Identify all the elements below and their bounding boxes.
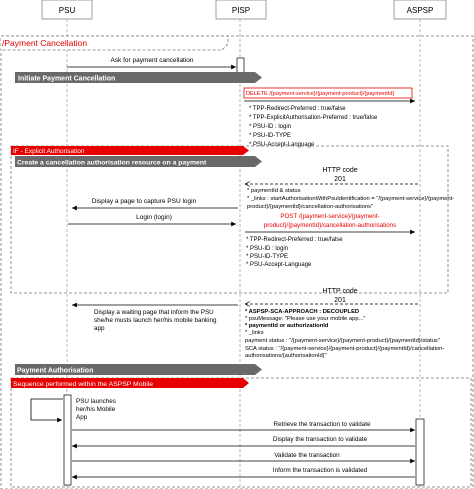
if-label-box (11, 146, 249, 155)
participant-aspsp-label: ASPSP (406, 6, 434, 15)
resp2-line: payment status : "/{payment-service}/{payment-product}/{paymentId}/status" (245, 338, 440, 344)
sequence-label: Sequence performed within the ASPSP Mobile (13, 381, 154, 388)
delete-header: * PSU-ID : login (249, 124, 292, 130)
section-payment-auth (15, 364, 262, 375)
participant-pisp-label: PISP (231, 6, 251, 15)
msg-http201-first (245, 167, 454, 210)
sequence-label-box (11, 378, 249, 388)
msg-display-tx (72, 436, 415, 446)
pisp-activation (237, 58, 244, 74)
msg-validate-label: Validate the transaction (274, 452, 340, 459)
post-header: * TPP-Redirect-Preferred : true/false (246, 237, 343, 243)
psu-activation (64, 395, 71, 485)
psu-launches-line: App (76, 414, 88, 421)
http-code-value: 201 (334, 176, 346, 183)
resp2-line: * psuMessage: "Please use your mobile app..." (245, 316, 366, 322)
aspsp-activation (416, 419, 424, 485)
if-frame (11, 146, 448, 293)
msg-login (68, 214, 236, 224)
msg-delete (244, 88, 415, 148)
resp1-line: * _links : startAuthorisationWithPsuIdentification = "/{payment-service}/{payment- (247, 196, 455, 202)
post-url-line-1: POST /{payment-service}/{payment- (280, 213, 380, 220)
participant-aspsp (394, 0, 446, 19)
waiting-page-line: she/he musts launch her/his mobile banking (94, 317, 217, 324)
post-header: * PSU-ID : login (246, 246, 289, 252)
msg-psu-launches (31, 395, 116, 485)
msg-display-capture (72, 198, 238, 208)
msg-ask-cancel (67, 57, 236, 67)
msg-inform-label: Inform the transaction is validated (272, 467, 368, 474)
msg-waiting-page (72, 305, 238, 332)
msg-login-label: Login (login) (136, 214, 172, 221)
http-code-label: HTTP code (322, 288, 358, 295)
msg-post (245, 213, 415, 268)
resp2-line: authorisations/{authorisationId}" (245, 353, 327, 359)
delete-header: * TPP-Redirect-Preferred : true/false (249, 106, 346, 112)
http-code-value: 201 (334, 297, 346, 304)
delete-header: * TPP-ExplicitAuthorisation-Preferred : true/false (249, 115, 378, 121)
post-header: * PSU-Accept-Language (246, 262, 312, 268)
msg-ask-cancel-label: Ask for payment cancellation (110, 57, 194, 64)
lifelines (67, 19, 420, 489)
waiting-page-line: Display a waiting page that inform the PSU (94, 309, 214, 316)
msg-display-capture-label: Display a page to capture PSU login (91, 198, 197, 205)
waiting-page-line: app (94, 325, 105, 332)
http-code-label: HTTP code (322, 167, 358, 174)
msg-retrieve (72, 421, 415, 430)
msg-validate (72, 452, 415, 461)
delete-header: * PSU-Accept-Language (249, 142, 315, 148)
resp2-line: * _links (245, 330, 264, 336)
resp1-line: product}/{paymentId}/cancellation-authorisations" (247, 204, 374, 210)
section-payment-auth-label: Payment Authorisation (17, 367, 94, 375)
participant-psu-label: PSU (58, 6, 76, 15)
resp2-line: * paymentId or authorizationId (245, 323, 329, 329)
delete-header: * PSU-ID-TYPE (249, 133, 292, 139)
msg-display-tx-label: Display the transaction to validate (272, 436, 368, 443)
resp2-line: SCA status : "/{payment-service}/{payment-product}/{paymentId}/cancellation- (245, 346, 445, 352)
post-header: * PSU-ID-TYPE (246, 254, 289, 260)
resp1-line: * paymentId & status (247, 188, 301, 194)
msg-inform (72, 467, 415, 477)
if-label: IF - Explicit Authorisation (13, 148, 85, 155)
psu-launches-line: PSU launches (76, 398, 116, 405)
msg-http201-second (245, 288, 444, 359)
main-frame (1, 36, 473, 489)
section-initiate-label: Initiate Payment Cancellation (18, 75, 116, 83)
delete-url: DELETE /{payment-service}/{payment-product}/{paymentId} (246, 91, 395, 97)
participant-pisp (216, 0, 266, 19)
main-frame-label: /Payment Cancellation (2, 38, 88, 48)
section-create-label: Create a cancellation authorisation resource on a payment (17, 159, 207, 167)
resp2-line: * ASPSP-SCA-APPROACH : DECOUPLED (245, 309, 360, 315)
psu-launches-line: her/his Mobile (76, 406, 116, 413)
msg-retrieve-label: Retrieve the transaction to validate (273, 421, 371, 428)
mobile-sequence-frame (11, 378, 471, 487)
section-initiate (15, 72, 262, 83)
section-create (15, 156, 262, 167)
participant-psu (42, 0, 92, 19)
post-url-line-2: product}/{paymentId}/cancellation-authorisations (263, 222, 397, 229)
